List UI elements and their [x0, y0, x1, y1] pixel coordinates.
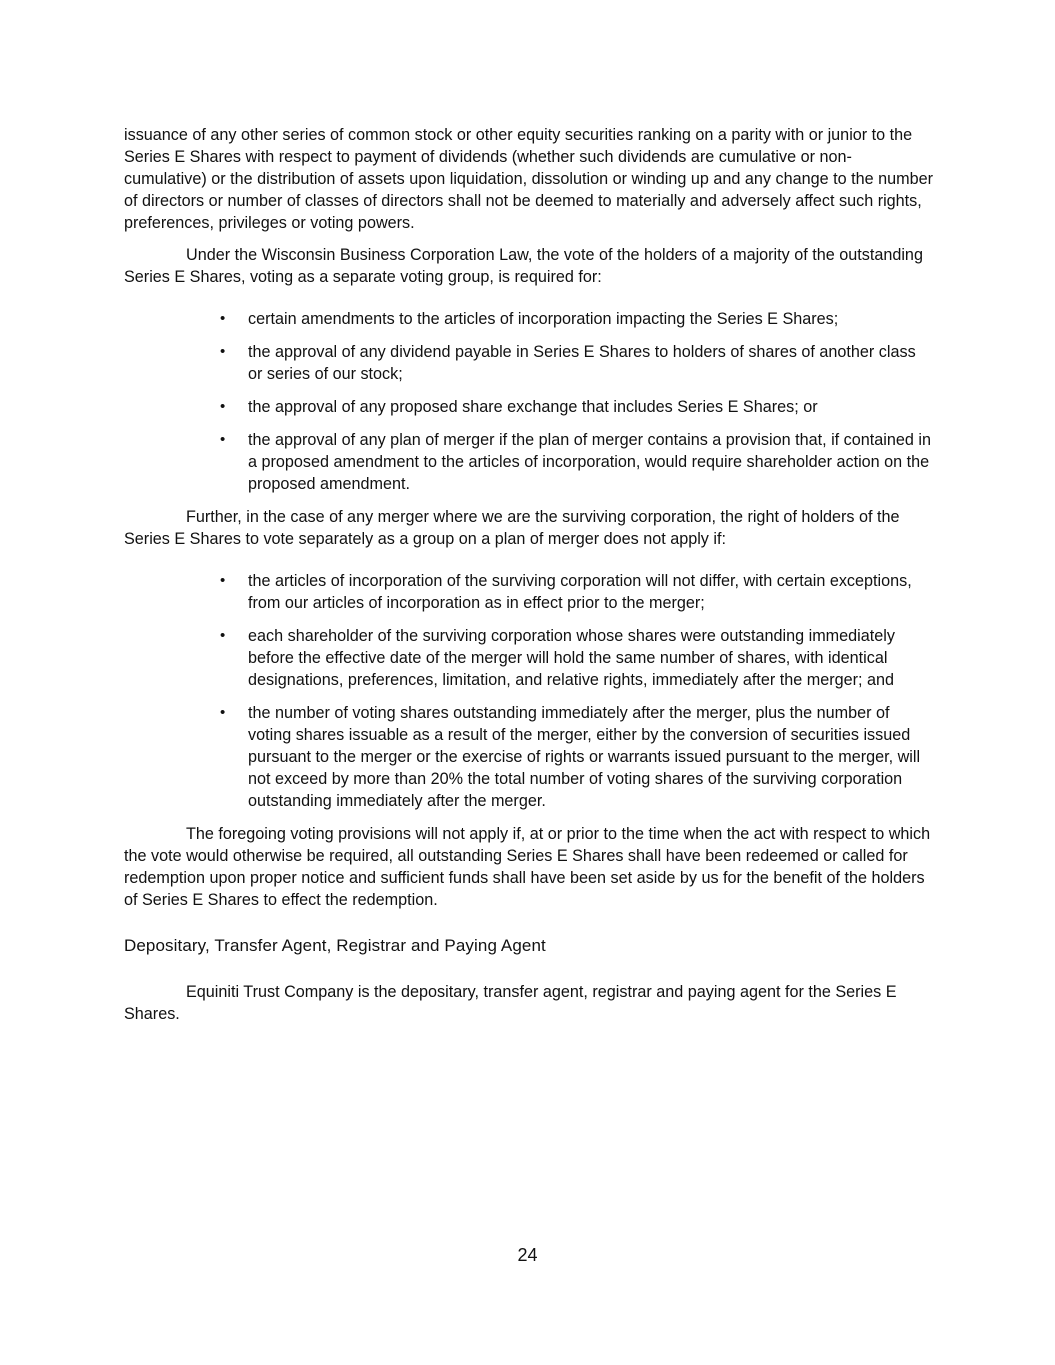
- list-item: [124, 429, 934, 495]
- bullet-list-voting-matters: [124, 308, 934, 495]
- bullet-icon: •: [220, 343, 226, 360]
- list-item: [124, 625, 934, 691]
- list-item-text: certain amendments to the articles of incorporation impacting the Series E Shares;: [248, 310, 839, 328]
- paragraph-merger-exception: Further, in the case of any merger where we are the surviving corporation, the right of holders of the Series E Shares to vote separately as a group on a plan of merger does not apply if:: [124, 508, 900, 548]
- page-number: 24: [517, 1245, 538, 1265]
- paragraph-depositary: Equiniti Trust Company is the depositary, transfer agent, registrar and paying agent for the Series E Shares.: [124, 983, 897, 1023]
- bullet-icon: •: [220, 704, 226, 721]
- list-item: [124, 396, 934, 418]
- bullet-icon: •: [220, 310, 226, 327]
- list-item-text: each shareholder of the surviving corporation whose shares were outstanding immediately before the effective date of the merger will hold the same number of shares, with identical designations, preferences, limitation, and relative rights, immediately after the merger; and: [248, 627, 895, 689]
- list-item-text: the approval of any plan of merger if the plan of merger contains a provision that, if contained in a proposed amendment to the articles of incorporation, would require shareholder action on the proposed amendment.: [248, 431, 931, 493]
- document-page: [124, 124, 934, 1035]
- paragraph-redemption-exception: The foregoing voting provisions will not apply if, at or prior to the time when the act with respect to which the vote would otherwise be required, all outstanding Series E Shares shall have been redeemed or called for redemption upon proper notice and sufficient funds shall have been set aside by us for the benefit of the holders of Series E Shares to effect the redemption.: [124, 825, 931, 909]
- list-item: [124, 702, 934, 812]
- paragraph-issuance: issuance of any other series of common stock or other equity securities ranking on a parity with or junior to the Series E Shares with respect to payment of dividends (whether such dividends are cumulative or non-cumulative) or the distribution of assets upon liquidation, dissolution or winding up and any change to the number of directors or number of classes of directors shall not be deemed to materially and adversely affect such rights, preferences, privileges or voting powers.: [124, 126, 933, 232]
- list-item-text: the number of voting shares outstanding immediately after the merger, plus the number of voting shares issuable as a result of the merger, either by the conversion of securities issued pursuant to the merger or the exercise of rights or warrants issued pursuant to the merger, will not exceed by more than 20% the total number of voting shares of the surviving corporation outstanding immediately after the merger.: [248, 704, 921, 810]
- paragraph-wbcl-vote: Under the Wisconsin Business Corporation Law, the vote of the holders of a majority of the outstanding Series E Shares, voting as a separate voting group, is required for:: [124, 246, 923, 286]
- list-item-text: the approval of any dividend payable in Series E Shares to holders of shares of another class or series of our stock;: [248, 343, 916, 383]
- list-item: [124, 308, 934, 330]
- bullet-icon: •: [220, 431, 226, 448]
- section-heading: Depositary, Transfer Agent, Registrar and Paying Agent: [124, 936, 546, 955]
- list-item: [124, 341, 934, 385]
- bullet-icon: •: [220, 627, 226, 644]
- bullet-icon: •: [220, 398, 226, 415]
- bullet-list-merger-conditions: [124, 570, 934, 812]
- list-item-text: the approval of any proposed share exchange that includes Series E Shares; or: [248, 398, 818, 416]
- bullet-icon: •: [220, 572, 226, 589]
- list-item: [124, 570, 934, 614]
- list-item-text: the articles of incorporation of the surviving corporation will not differ, with certain exceptions, from our articles of incorporation as in effect prior to the merger;: [248, 572, 912, 612]
